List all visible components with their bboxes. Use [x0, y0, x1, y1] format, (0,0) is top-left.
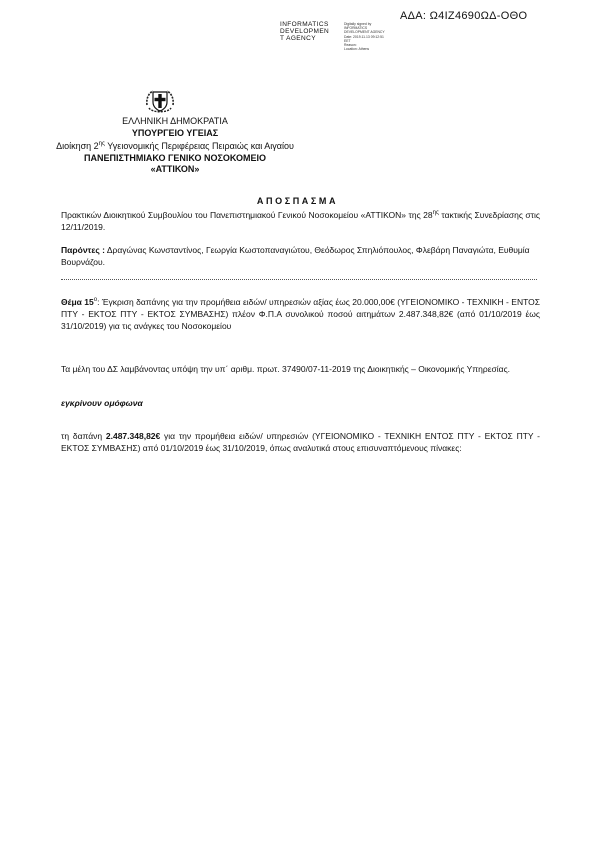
decision-paragraph: τη δαπάνη 2.487.348,82€ για την προμήθεια ειδών/ υπηρεσιών (ΥΓΕΙΟΝΟΜΙΚΟ - ΤΕΧΝΙΚΗ ΕΝΤΟΣ ΠΤΥ - ΕΚΤΟΣ ΠΤΥ - ΕΚΤΟΣ ΣΥΜΒΑΣΗΣ) από 01/10/2019 έως 31/10/2019, όπως αναλυτικά στους επισυναπτόμενους πίνακες: — [61, 431, 540, 454]
ida-line: INFORMATICS — [280, 21, 329, 28]
republic-heading: ΕΛΛΗΝΙΚΗ ΔΗΜΟΚΡΑΤΙΑ — [122, 116, 228, 126]
subject-label: Θέμα 15 — [61, 296, 94, 307]
digital-signature — [344, 22, 404, 51]
document-header — [0, 116, 350, 176]
present-label: Παρόντες : — [61, 245, 105, 255]
divider — [61, 279, 537, 280]
subject-paragraph: Θέμα $15^o$: Έγκριση δαπάνης για την προμήθεια ειδών/ υπηρεσιών αξίας έως 20.000,00€ (ΥΓΕΙΟΝΟΜΙΚΟ - ΤΕΧΝΙΚΗ - ΕΝΤΟΣ ΠΤΥ - ΕΚΤΟΣ ΠΤΥ - ΕΚΤΟΣ ΣΥΜΒΑΣΗΣ) πλέον Φ.Π.Α συνολικού ποσού αιτημάτων 2.487.348,82€ (από 01/10/2019 έως 31/10/2019) για τις ανάγκες του Νοσοκομείου — [61, 296, 540, 332]
signature-line: Date: 2019.11.13 09:12:51 — [344, 34, 384, 39]
ada-code: ΑΔΑ: Ω4ΙΖ4690ΩΔ-ΟΘΟ — [400, 10, 528, 22]
signature-line: Reason: — [344, 43, 357, 48]
signature-line: EET — [344, 38, 351, 43]
region-heading: Διοίκηση $2^{\eta\varsigma}$ Υγειονομικής Περιφέρειας Πειραιώς και Αιγαίου — [56, 141, 294, 151]
signature-line: DEVELOPMENT AGENCY — [344, 30, 385, 35]
approval-statement: εγκρίνουν ομόφωνα — [61, 398, 143, 408]
signature-line: Location: Athens — [344, 47, 370, 52]
signature-line: Digitally signed by — [344, 22, 372, 26]
greek-state-emblem-icon — [144, 86, 176, 116]
ministry-heading: ΥΠΟΥΡΓΕΙΟ ΥΓΕΙΑΣ — [131, 127, 219, 138]
decision-amount: 2.487.348,82€ — [105, 431, 161, 441]
present-paragraph: Παρόντες : Δραγώνας Κωνσταντίνος, Γεωργία Κωστοπαναγιώτου, Θεόδωρος Σπηλιόπουλος, Φλεβάρη Παναγιώτα, Ευθυμία Βουρνάζου. — [61, 245, 530, 268]
ida-line: T AGENCY — [280, 35, 316, 42]
minutes-paragraph: Πρακτικών Διοικητικού Συμβουλίου του Πανεπιστημιακού Γενικού Νοσοκομείου «ΑΤΤΙΚΟΝ» της $28^{\eta\varsigma}$ τακτικής Συνεδρίασης στις 12/11/2019. — [61, 209, 540, 233]
document-title: ΑΠΟΣΠΑΣΜΑ — [256, 196, 339, 206]
hospital-name: «ΑΤΤΙΚΟΝ» — [150, 164, 200, 174]
hospital-heading: ΠΑΝΕΠΙΣΤΗΜΙΑΚΟ ΓΕΝΙΚΟ ΝΟΣΟΚΟΜΕΙΟ — [84, 152, 266, 163]
signature-line: INFORMATICS — [344, 26, 368, 31]
ida-line: DEVELOPMEN — [280, 28, 330, 35]
members-paragraph: Τα μέλη του ΔΣ λαμβάνοντας υπόψη την υπ΄ αριθμ. πρωτ. 37490/07-11-2019 της Διοικητικής – Οικονομικής Υπηρεσίας. — [61, 364, 511, 374]
